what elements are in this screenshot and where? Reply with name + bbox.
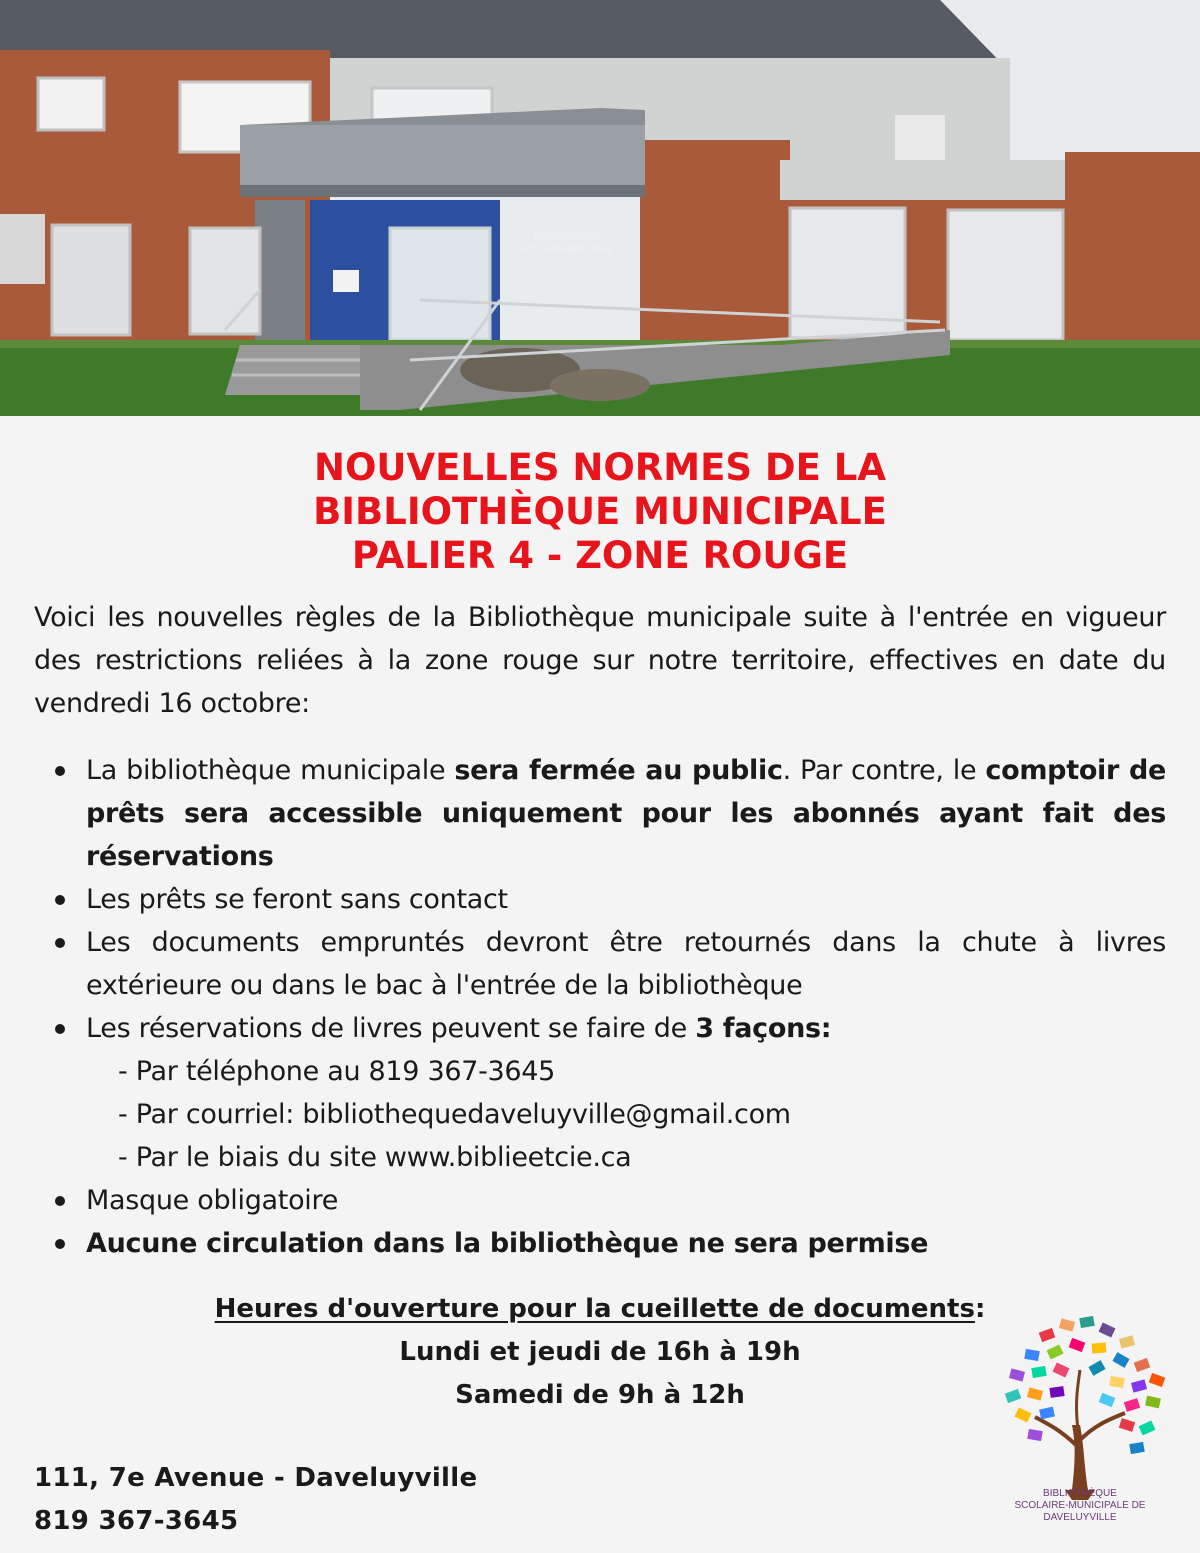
sub-item-phone: - Par téléphone au 819 367-3645 bbox=[118, 1056, 556, 1087]
address-phone: 819 367-3645 bbox=[34, 1506, 239, 1536]
hours-line-2: Samedi de 9h à 12h bbox=[455, 1380, 745, 1410]
sub-item-website: - Par le biais du site www.biblieetcie.ca bbox=[118, 1142, 632, 1173]
list-item bbox=[50, 878, 1166, 921]
intro-paragraph: Voici les nouvelles règles de la Bibliothèque municipale suite à l'entrée en vigueur des restrictions reliées à la zone rouge sur notre territoire, effectives en date du vendredi 16 octobre: bbox=[34, 602, 1166, 719]
logo-line-1: BIBLIOTHÈQUE bbox=[1043, 1488, 1117, 1499]
bullet-text: Masque obligatoire bbox=[86, 1185, 339, 1216]
bullet-bold-text: sera fermée au public bbox=[454, 755, 783, 786]
logo-line-3: DAVELUYVILLE bbox=[1043, 1512, 1117, 1523]
bullet-text: La bibliothèque municipale bbox=[86, 755, 455, 786]
bullet-text: Les documents empruntés devront être retournés dans la chute à livres extérieure ou dans le bac à l'entrée de la bibliothèque bbox=[86, 927, 1166, 1001]
list-item bbox=[50, 921, 1166, 1007]
sub-item-email: - Par courriel: bibliothequedaveluyville@gmail.com bbox=[118, 1099, 791, 1130]
building-sign-line1: BIBLIOTHÈQUE bbox=[533, 231, 601, 241]
list-item bbox=[50, 1222, 1166, 1265]
rules-list bbox=[50, 749, 1166, 1265]
building-sign-line2: SCOLAIRE-MUNICIPALE bbox=[521, 245, 613, 254]
list-item bbox=[50, 749, 1166, 878]
contact-address bbox=[34, 1457, 477, 1543]
list-item bbox=[50, 1007, 1166, 1050]
library-building-photo bbox=[0, 0, 1200, 416]
hours-heading: Heures d'ouverture pour la cueillette de documents bbox=[214, 1294, 975, 1324]
building-sign bbox=[512, 230, 622, 256]
hours-heading-colon: : bbox=[974, 1294, 986, 1324]
title-line-3: PALIER 4 - ZONE ROUGE bbox=[351, 534, 849, 577]
bullet-bold-text: Aucune circulation dans la bibliothèque ne sera permise bbox=[86, 1228, 929, 1259]
logo-line-2: SCOLAIRE-MUNICIPALE DE bbox=[1014, 1500, 1146, 1511]
page-title bbox=[0, 446, 1200, 578]
hours-line-1: Lundi et jeudi de 16h à 19h bbox=[399, 1337, 801, 1367]
title-line-2: BIBLIOTHÈQUE MUNICIPALE bbox=[313, 490, 887, 533]
list-item bbox=[50, 1179, 1166, 1222]
bullet-text: Les réservations de livres peuvent se faire de bbox=[86, 1013, 696, 1044]
title-line-1: NOUVELLES NORMES DE LA bbox=[314, 446, 886, 489]
bullet-bold-text: 3 façons: bbox=[695, 1013, 832, 1044]
bullet-text: Les prêts se feront sans contact bbox=[86, 884, 508, 915]
logo-caption bbox=[980, 1488, 1180, 1524]
bullet-text: . Par contre, le bbox=[782, 755, 986, 786]
bullet-bold-text: comptoir de prêts sera accessible uniquement pour les abonnés ayant fait des réservations bbox=[86, 755, 1167, 872]
address-street: 111, 7e Avenue - Daveluyville bbox=[34, 1463, 478, 1493]
